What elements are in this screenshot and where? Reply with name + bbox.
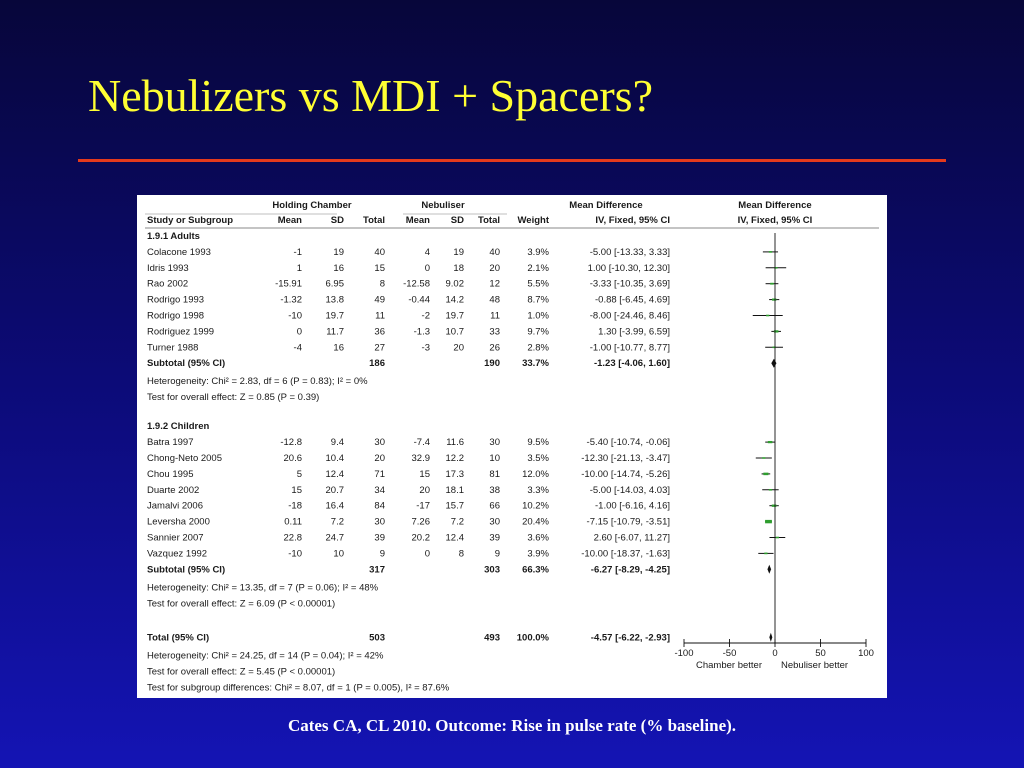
subgroup-label: 1.9.2 Children — [147, 421, 210, 433]
cell-mean2: 4 — [424, 246, 430, 258]
x-tick-label: -100 — [674, 648, 694, 659]
cell-total2: 81 — [489, 468, 500, 480]
cell-ci: -1.00 [-6.16, 4.16] — [595, 500, 670, 512]
cell-total2: 26 — [489, 342, 500, 354]
cell-total1: 39 — [374, 532, 385, 544]
heterogeneity-text: Heterogeneity: Chi² = 2.83, df = 6 (P = 0.83); I² = 0% — [147, 376, 368, 388]
cell-ci: -3.33 [-10.35, 3.69] — [589, 278, 670, 290]
study-column-header: Study or Subgroup — [147, 215, 234, 226]
cell-sd2: 7.2 — [450, 516, 464, 528]
cell-mean2: 20 — [419, 484, 430, 496]
forest-plot-panel — [137, 195, 887, 698]
x-tick-label: -50 — [722, 648, 737, 659]
cell-total2: 20 — [489, 262, 500, 274]
study-effect-marker — [772, 505, 777, 507]
cell-sd2: 12.2 — [445, 453, 464, 464]
study-name: Rodriguez 1999 — [147, 326, 215, 338]
cell-ci: 1.00 [-10.30, 12.30] — [587, 262, 670, 274]
cell-mean1: 22.8 — [283, 532, 302, 544]
cell-mean2: -7.4 — [413, 437, 430, 449]
cell-mean1: 0 — [296, 326, 302, 338]
cell-mean2: 32.9 — [411, 453, 430, 464]
cell-sd2: 11.6 — [446, 437, 464, 449]
study-name: Turner 1988 — [147, 342, 199, 354]
cell-sd1: 11.7 — [326, 326, 344, 338]
cell-sd2: 17.3 — [445, 468, 464, 480]
cell-sd2: 9.02 — [445, 278, 464, 290]
overall-effect-text: Test for overall effect: Z = 6.09 (P < 0.00001) — [147, 598, 336, 610]
forest-plot — [137, 195, 887, 698]
subgroup-label: 1.9.1 Adults — [147, 231, 200, 242]
cell-mean2: -0.44 — [408, 294, 430, 306]
total2-column-header: Total — [478, 215, 500, 226]
cell-mean2: -12.58 — [403, 278, 430, 290]
study-name: Chong-Neto 2005 — [147, 453, 222, 464]
cell-total2: 11 — [490, 310, 500, 322]
cell-total2: 48 — [489, 294, 500, 306]
study-name: Vazquez 1992 — [147, 548, 208, 560]
cell-total1: 34 — [374, 484, 385, 496]
subtotal-total1: 186 — [369, 358, 385, 370]
cell-total1: 9 — [379, 548, 385, 560]
slide-title: Nebulizers vs MDI + Spacers? — [88, 70, 654, 121]
cell-mean1: 15 — [291, 484, 302, 496]
cell-sd2: 18.1 — [445, 484, 464, 496]
cell-total1: 30 — [374, 516, 385, 528]
study-name: Sannier 2007 — [147, 532, 204, 544]
study-name: Rodrigo 1993 — [147, 294, 205, 306]
cell-total2: 40 — [489, 246, 500, 258]
cell-ci: -5.00 [-14.03, 4.03] — [589, 484, 670, 496]
cell-mean1: -1 — [293, 246, 302, 258]
cell-ci: -5.40 [-10.74, -0.06] — [586, 437, 670, 449]
cell-sd2: 12.4 — [445, 532, 464, 544]
cell-mean1: -10 — [288, 548, 302, 560]
subgroup-differences-text: Test for subgroup differences: Chi² = 8.07, df = 1 (P = 0.005), I² = 87.6% — [147, 682, 450, 694]
study-effect-marker — [770, 283, 774, 285]
cell-sd1: 6.95 — [325, 278, 344, 290]
cell-weight: 2.8% — [527, 342, 549, 354]
cell-weight: 9.5% — [527, 437, 549, 449]
cell-sd2: 19 — [453, 246, 464, 258]
study-name: Chou 1995 — [147, 468, 194, 480]
cell-mean1: 0.11 — [284, 516, 302, 528]
study-effect-marker — [769, 251, 772, 253]
cell-ci: -7.15 [-10.79, -3.51] — [586, 516, 670, 528]
cell-mean2: -3 — [421, 342, 430, 354]
study-effect-marker — [765, 520, 772, 523]
heterogeneity-text: Heterogeneity: Chi² = 13.35, df = 7 (P = 0.06); I² = 48% — [147, 582, 379, 594]
cell-weight: 3.9% — [527, 548, 549, 560]
study-effect-marker — [776, 537, 779, 539]
study-name: Colacone 1993 — [147, 246, 211, 258]
cell-sd1: 10 — [333, 548, 344, 560]
cell-mean1: -10 — [288, 310, 302, 322]
cell-ci: 2.60 [-6.07, 11.27] — [593, 532, 670, 544]
subtotal-weight: 33.7% — [522, 358, 549, 370]
cell-total1: 71 — [374, 468, 385, 480]
cell-sd1: 10.4 — [325, 453, 344, 464]
cell-total1: 30 — [374, 437, 385, 449]
mean2-column-header: Mean — [405, 215, 430, 226]
study-effect-marker — [772, 299, 776, 301]
cell-mean2: 0 — [424, 262, 430, 274]
study-name: Batra 1997 — [147, 437, 194, 449]
cell-total2: 30 — [489, 437, 500, 449]
mean-difference-header: Mean Difference — [569, 200, 643, 211]
axis-label-nebuliser-better: Nebuliser better — [781, 660, 849, 671]
cell-sd2: 15.7 — [445, 500, 464, 512]
cell-sd2: 20 — [453, 342, 464, 354]
cell-sd2: 18 — [453, 262, 464, 274]
cell-weight: 9.7% — [527, 326, 549, 338]
cell-weight: 10.2% — [522, 500, 549, 512]
study-name: Jamalvi 2006 — [147, 500, 203, 512]
cell-mean2: -17 — [416, 500, 430, 512]
subtotal-ci: -6.27 [-8.29, -4.25] — [590, 564, 670, 576]
title-divider — [78, 159, 946, 162]
cell-total1: 8 — [379, 278, 385, 290]
subtotal-diamond — [771, 359, 776, 368]
cell-mean1: -1.32 — [280, 294, 302, 306]
cell-sd1: 16 — [333, 342, 344, 354]
study-name: Duarte 2002 — [147, 484, 200, 496]
cell-total1: 15 — [374, 262, 385, 274]
cell-mean1: 20.6 — [283, 453, 302, 464]
cell-weight: 3.9% — [527, 246, 549, 258]
cell-ci: -0.88 [-6.45, 4.69] — [595, 294, 670, 306]
cell-weight: 3.3% — [527, 484, 549, 496]
sd2-column-header: SD — [450, 215, 464, 226]
cell-total1: 11 — [375, 310, 385, 322]
cell-total2: 10 — [489, 453, 500, 464]
cell-total1: 27 — [374, 342, 385, 354]
subtotal-diamond — [767, 565, 771, 574]
study-name: Rodrigo 1998 — [147, 310, 205, 322]
cell-weight: 12.0% — [522, 468, 549, 480]
study-name: Rao 2002 — [147, 278, 189, 290]
cell-ci: -12.30 [-21.13, -3.47] — [581, 453, 670, 464]
study-effect-marker — [762, 457, 765, 459]
subtotal-total2: 190 — [484, 358, 500, 370]
cell-mean2: -2 — [421, 310, 430, 322]
total1-column-header: Total — [363, 215, 385, 226]
cell-sd1: 16 — [333, 262, 344, 274]
cell-mean1: -15.91 — [275, 278, 302, 290]
cell-total2: 30 — [489, 516, 500, 528]
cell-mean2: 20.2 — [411, 532, 430, 544]
cell-mean2: 0 — [424, 548, 430, 560]
cell-total1: 36 — [374, 326, 385, 338]
cell-mean1: 5 — [296, 468, 302, 480]
total-total2: 493 — [484, 632, 500, 644]
subtotal-ci: -1.23 [-4.06, 1.60] — [593, 358, 670, 370]
cell-total2: 33 — [489, 326, 500, 338]
cell-mean2: 7.26 — [411, 516, 430, 528]
cell-total2: 39 — [489, 532, 500, 544]
cell-sd1: 9.4 — [330, 437, 344, 449]
cell-mean2: -1.3 — [413, 326, 430, 338]
subtotal-weight: 66.3% — [522, 564, 549, 576]
study-effect-marker — [766, 315, 769, 317]
study-effect-marker — [764, 553, 767, 555]
cell-sd2: 10.7 — [445, 326, 464, 338]
cell-sd2: 8 — [458, 548, 464, 560]
subtotal-label: Subtotal (95% CI) — [147, 564, 226, 576]
cell-weight: 3.5% — [527, 453, 549, 464]
study-name: Idris 1993 — [147, 262, 189, 274]
subtotal-total2: 303 — [484, 564, 500, 576]
x-tick-label: 100 — [858, 648, 874, 659]
cell-mean1: -12.8 — [280, 437, 302, 449]
cell-ci: -5.00 [-13.33, 3.33] — [589, 246, 670, 258]
study-effect-marker — [769, 489, 772, 491]
cell-mean2: 15 — [419, 468, 430, 480]
subtotal-label: Subtotal (95% CI) — [147, 358, 226, 370]
total-diamond — [769, 633, 772, 642]
cell-total2: 12 — [489, 278, 500, 290]
cell-weight: 1.0% — [527, 310, 549, 322]
cell-sd1: 13.8 — [325, 294, 344, 306]
cell-total1: 84 — [374, 500, 385, 512]
cell-weight: 2.1% — [527, 262, 549, 274]
slide-caption: Cates CA, CL 2010. Outcome: Rise in pulse rate (% baseline). — [287, 716, 737, 735]
cell-mean1: -18 — [288, 500, 302, 512]
x-tick-label: 50 — [815, 648, 826, 659]
mean1-column-header: Mean — [277, 215, 302, 226]
study-effect-marker — [763, 473, 768, 476]
total-total1: 503 — [369, 632, 385, 644]
cell-ci: -8.00 [-24.46, 8.46] — [589, 310, 670, 322]
cell-ci: -10.00 [-18.37, -1.63] — [581, 548, 670, 560]
cell-sd1: 12.4 — [325, 468, 344, 480]
cell-total1: 49 — [374, 294, 385, 306]
cell-sd1: 20.7 — [325, 484, 344, 496]
nebuliser-header: Nebuliser — [421, 200, 465, 211]
total-ci: -4.57 [-6.22, -2.93] — [590, 632, 670, 644]
cell-sd1: 19 — [333, 246, 344, 258]
cell-sd1: 19.7 — [325, 310, 344, 322]
x-tick-label: 0 — [772, 648, 778, 659]
cell-sd2: 19.7 — [445, 310, 464, 322]
study-effect-marker — [768, 441, 772, 443]
total-weight: 100.0% — [516, 632, 549, 644]
cell-mean1: 1 — [296, 262, 302, 274]
cell-total1: 20 — [374, 453, 385, 464]
weight-column-header: Weight — [517, 215, 549, 226]
cell-ci: -1.00 [-10.77, 8.77] — [589, 342, 670, 354]
cell-ci: 1.30 [-3.99, 6.59] — [598, 326, 670, 338]
overall-effect-text: Test for overall effect: Z = 0.85 (P = 0.39) — [147, 392, 320, 404]
sd1-column-header: SD — [330, 215, 344, 226]
cell-weight: 5.5% — [527, 278, 549, 290]
cell-sd1: 7.2 — [330, 516, 344, 528]
cell-weight: 3.6% — [527, 532, 549, 544]
cell-sd2: 14.2 — [445, 294, 464, 306]
cell-total2: 9 — [494, 548, 500, 560]
subtotal-total1: 317 — [369, 564, 385, 576]
total-label: Total (95% CI) — [147, 632, 210, 644]
axis-label-chamber-better: Chamber better — [695, 660, 762, 671]
cell-mean1: -4 — [293, 342, 302, 354]
total-heterogeneity-text: Heterogeneity: Chi² = 24.25, df = 14 (P = 0.04); I² = 42% — [147, 650, 384, 662]
total-overall-effect-text: Test for overall effect: Z = 5.45 (P < 0.00001) — [147, 666, 336, 678]
cell-sd1: 16.4 — [325, 500, 344, 512]
study-name: Leversha 2000 — [147, 516, 210, 528]
cell-sd1: 24.7 — [325, 532, 344, 544]
cell-total2: 66 — [489, 500, 500, 512]
cell-total1: 40 — [374, 246, 385, 258]
mean-difference-plot-header: Mean Difference — [738, 200, 812, 211]
holding-chamber-header: Holding Chamber — [272, 200, 352, 211]
ci-plot-column-header: IV, Fixed, 95% CI — [737, 215, 813, 226]
cell-ci: -10.00 [-14.74, -5.26] — [581, 468, 670, 480]
cell-weight: 8.7% — [527, 294, 549, 306]
cell-total2: 38 — [489, 484, 500, 496]
ci-column-header: IV, Fixed, 95% CI — [595, 215, 670, 226]
cell-weight: 20.4% — [522, 516, 549, 528]
